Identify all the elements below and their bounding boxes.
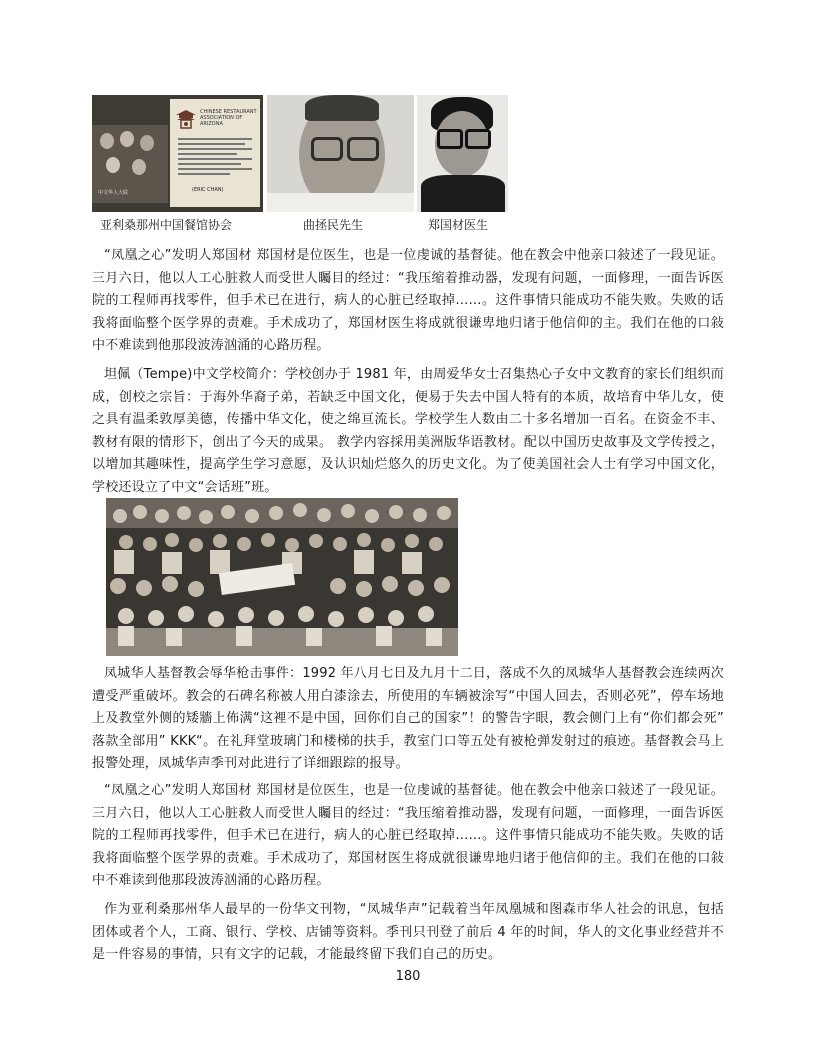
ad-group-photo bbox=[92, 125, 168, 203]
pagoda-logo-icon bbox=[174, 107, 198, 131]
portrait-1-photo bbox=[267, 95, 414, 212]
portrait-1-hair bbox=[305, 95, 379, 121]
portrait-1-glasses-left bbox=[311, 137, 343, 161]
school-group-photo-figures bbox=[106, 498, 458, 656]
ad-title-line2: ASSOCIATION OF ARIZONA bbox=[200, 115, 243, 127]
paragraph-heart-inventor: “凤凰之心”发明人郑国材 郑国材是位医生，也是一位虔诚的基督徒。他在教会中他亲口敍述了一段见证。三月六日，他以人工心脏救人而受世人矚目的经过：“我压缩着推动器，发现有问题，一面修理，一面告诉医院的工程师再找零件，但手术已在进行，病人的心脏已经取掉……。这件事情只能成功不能失败。失败的话我将面临整个医学界的责难。手术成功了，郑国材医生将成就很谦卑地归诸于他信仰的主。我们在他的口敍中不难读到他那段波涛汹涌的心路历程。 bbox=[92, 248, 724, 354]
ad-text-lines bbox=[178, 135, 252, 178]
restaurant-association-caption: 亚利桑那州中国餐馆协会 bbox=[100, 218, 233, 232]
paragraph-tempe-chinese-school: 坦佩（Tempe)中文学校简介：学校创办于 1981 年，由周爱华女士召集热心子女中文教育的家长们组织而成，创校之宗旨：于海外华裔子弟，若缺乏中国文化，便易于失去中国人特有的本质，故培育中华儿女，使之具有温柔敦厚美德，传播中华文化，使之绵亘流长。学校学生人数由二十多名增加一百名。在资金不丰、教材有限的情形下，创出了今天的成果。 教学内容採用美洲版华语教材。配以中国历史故事及文学传授之，以增加其趣味性，提高学生学习意愿，及认识灿烂悠久的历史文化。为了使美国社会人士有学习中国文化，学校还设立了中文“会话班”班。 bbox=[92, 367, 724, 495]
portrait-2-jacket bbox=[421, 175, 505, 212]
school-group-photo bbox=[106, 498, 458, 656]
paragraph-church-shooting: 凤城华人基督教会辱华枪击事件：1992 年八月七日及九月十二日，落成不久的凤城华人基督教会连续两次遭受严重破坏。教会的石碑名称被人用白漆涂去，所使用的车辆被涂写“中国人回去，否则必死”，停车场地上及教堂外侧的矮牆上佈满“这裡不是中国，回你们自己的国家”！的警告字眼，教会侧门上有“你们都会死” 落款全部用” KKK“。在礼拜堂玻璃门和楼梯的扶手，教室门口等五处有被枪弹发射过的痕迹。基督教会马上报警处理，凤城华声季刊对此进行了详细跟踪的报导。 bbox=[92, 666, 724, 772]
restaurant-association-photo bbox=[92, 95, 263, 212]
portrait-2-glasses-right bbox=[465, 129, 491, 149]
portrait-2-caption: 郑国材医生 bbox=[428, 218, 489, 232]
portrait-2-photo bbox=[417, 95, 508, 212]
portrait-1-glasses-right bbox=[347, 137, 379, 161]
portrait-1-caption: 曲拯民先生 bbox=[303, 218, 364, 232]
ad-caption-text: 中文华人大联 bbox=[98, 190, 129, 196]
ad-title bbox=[200, 109, 260, 127]
ad-card bbox=[170, 99, 260, 207]
portrait-1-shirt bbox=[267, 193, 414, 212]
ad-phone: (ERIC CHAN) bbox=[192, 187, 224, 193]
paragraph-heart-inventor-repeat: “凤凰之心”发明人郑国材 郑国材是位医生，也是一位虔诚的基督徒。他在教会中他亲口敍述了一段见证。三月六日，他以人工心脏救人而受世人矚目的经过：“我压缩着推动器，发现有问题，一面修理，一面告诉医院的工程师再找零件，但手术已在进行，病人的心脏已经取掉……。这件事情只能成功不能失败。失败的话我将面临整个医学界的责难。手术成功了，郑国材医生将成就很谦卑地归诸于他信仰的主。我们在他的口敍中不难读到他那段波涛汹涌的心路历程。 bbox=[92, 783, 724, 889]
ad-title-line1: CHINESE RESTAURANT bbox=[200, 109, 257, 115]
page-number: 180 bbox=[395, 969, 421, 984]
portrait-2-glasses-left bbox=[437, 129, 463, 149]
paragraph-phoenix-chinese-voice: 作为亚利桑那州华人最早的一份华文刊物，“凤城华声”记载着当年凤凰城和图森市华人社会的讯息，包括团体或者个人，工商、银行、学校、店铺等资料。季刊只刊登了前后 4 年的时间，华人的文化事业经营并不是一件容易的事情，只有文字的记载，才能最终留下我们自己的历史。 bbox=[92, 902, 724, 963]
